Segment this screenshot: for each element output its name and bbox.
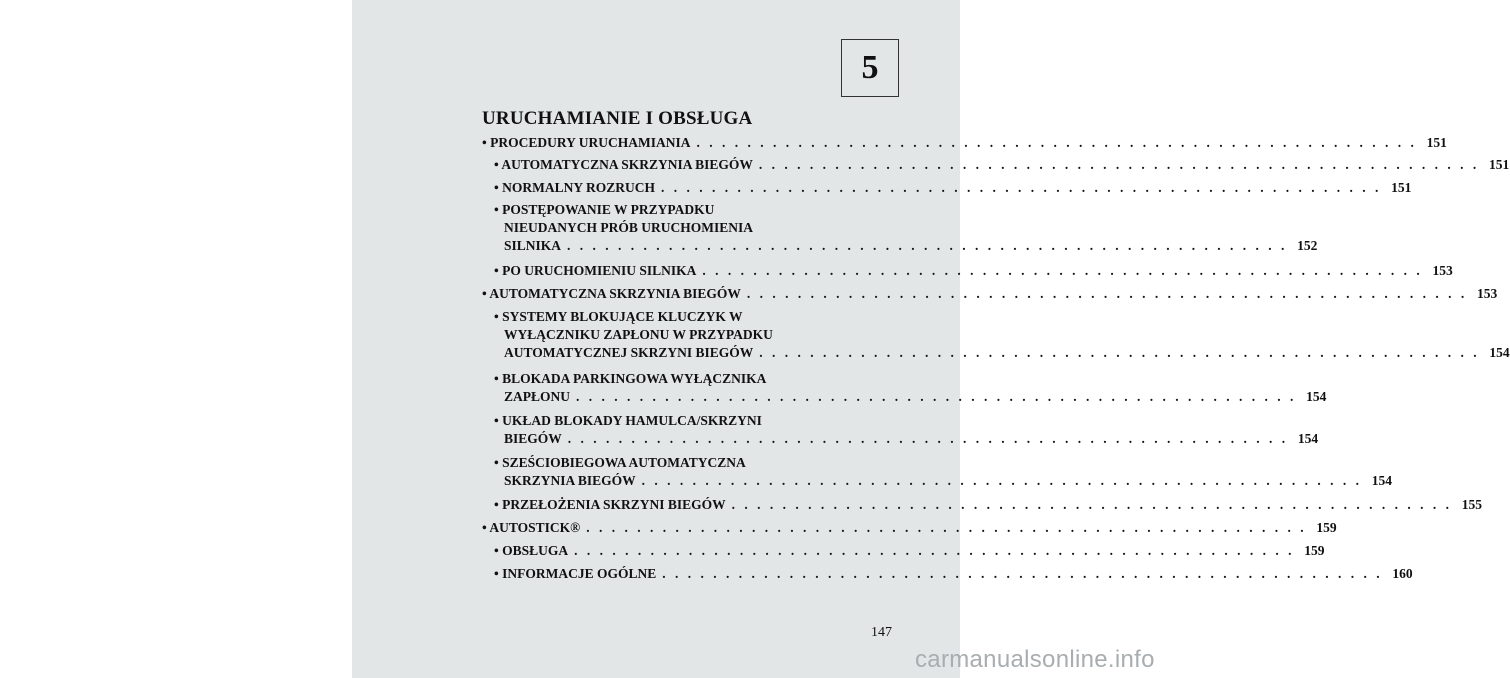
toc-entry-systemy-blokujace[interactable]: • SYSTEMY BLOKUJĄCE KLUCZYK W WYŁĄCZNIKU ZAPŁONU W PRZYPADKU AUTOMATYCZNEJ SKRZYNI BIEGÓW . . . 154 <box>494 308 897 362</box>
toc-page-number: 154 <box>1297 431 1319 446</box>
toc-page-number: 153 <box>1477 286 1498 301</box>
toc-page-number: 160 <box>1392 566 1413 581</box>
chapter-title: URUCHAMIANIE I OBSŁUGA <box>482 108 753 129</box>
watermark: carmanualsonline.info <box>915 646 1155 673</box>
toc-page-number: 151 <box>1489 157 1510 172</box>
toc-page-number: 159 <box>1316 520 1337 535</box>
toc-page-number: 154 <box>1371 473 1393 488</box>
toc-page-number: 153 <box>1432 263 1453 278</box>
toc-entry-obsluga[interactable]: • OBSŁUGA . . . 159 <box>494 542 897 560</box>
toc-entry-automatyczna-skrzynia-biegow[interactable]: • AUTOMATYCZNA SKRZYNIA BIEGÓW . . . 151 <box>494 156 897 174</box>
toc-entry-automatyczna-skrzynia-biegow-main[interactable]: • AUTOMATYCZNA SKRZYNIA BIEGÓW . . . 153 <box>482 285 897 303</box>
toc-entry-normalny-rozruch[interactable]: • NORMALNY ROZRUCH . . . 151 <box>494 179 897 197</box>
toc-page-number: 159 <box>1304 543 1325 558</box>
toc-page-number: 154 <box>1489 345 1510 360</box>
chapter-number-box <box>841 39 899 97</box>
toc-entry-szesciobiegowa[interactable]: • SZEŚCIOBIEGOWA AUTOMATYCZNA SKRZYNIA BIEGÓW . . . 154 <box>494 454 897 490</box>
toc-page-number: 155 <box>1461 497 1483 512</box>
chapter-number: 5 <box>861 49 879 86</box>
toc-entry-procedury-uruchamiania[interactable]: • PROCEDURY URUCHAMIANIA . . . 151 <box>482 134 897 152</box>
toc-page-number: 151 <box>1391 180 1412 195</box>
manual-page <box>352 0 1510 678</box>
toc-page-number: 154 <box>1306 389 1327 404</box>
toc-entry-informacje-ogolne[interactable]: • INFORMACJE OGÓLNE . . . 160 <box>494 565 897 583</box>
toc-entry-blokada-parkingowa[interactable]: • BLOKADA PARKINGOWA WYŁĄCZNIKA ZAPŁONU . . . 154 <box>494 370 897 406</box>
toc-entry-autostick[interactable]: • AUTOSTICK® . . . 159 <box>482 519 897 537</box>
toc-page-number: 152 <box>1297 238 1318 253</box>
toc-entry-postepowanie-w-przypadku[interactable]: • POSTĘPOWANIE W PRZYPADKU NIEUDANYCH PRÓB URUCHOMIENIA SILNIKA . . . 152 <box>494 201 897 255</box>
toc-entry-przelozenia[interactable]: • PRZEŁOŻENIA SKRZYNI BIEGÓW . . . 155 <box>494 496 897 514</box>
blank-left-margin <box>0 0 352 678</box>
page-number: 147 <box>871 625 892 640</box>
toc-page-number: 151 <box>1426 135 1447 150</box>
toc-entry-po-uruchomieniu-silnika[interactable]: • PO URUCHOMIENIU SILNIKA . . . 153 <box>494 262 897 280</box>
toc-entry-uklad-blokady-hamulca[interactable]: • UKŁAD BLOKADY HAMULCA/SKRZYNI BIEGÓW . . . 154 <box>494 412 897 448</box>
